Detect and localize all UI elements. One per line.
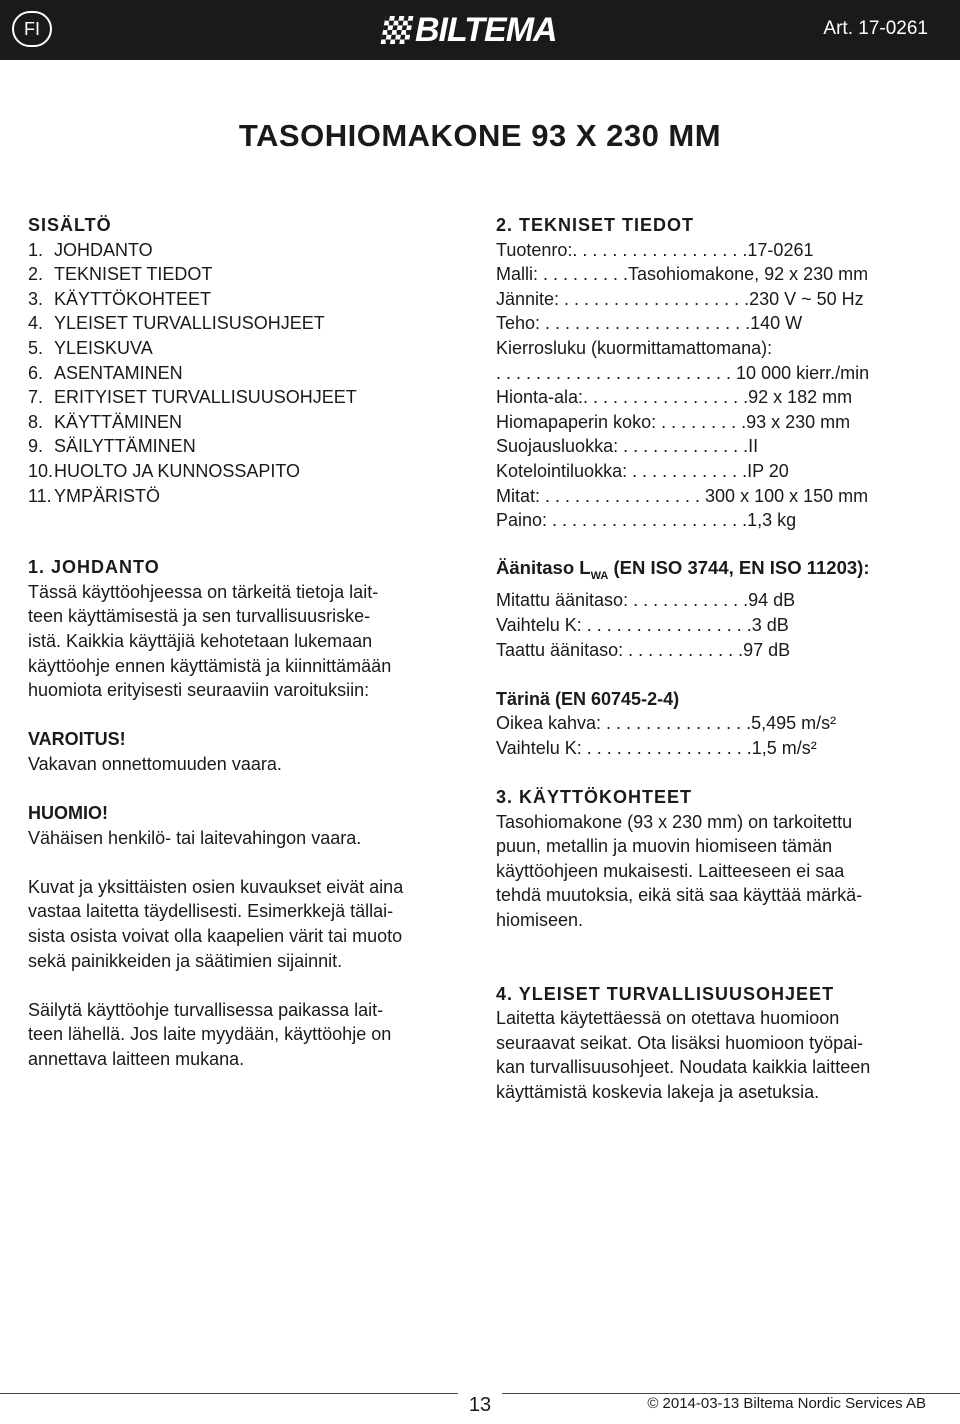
toc-item: 4. YLEISET TURVALLISUSOHJEET [28, 313, 325, 334]
right-column [496, 213, 936, 1105]
toc-item: 5. YLEISKUVA [28, 337, 153, 358]
spec-line: Paino: . . . . . . . . . . . . . . . . . . . .1,3 kg [496, 510, 797, 531]
spec-line: Suojausluokka: . . . . . . . . . . . . .II [496, 436, 759, 457]
toc-item: 1. JOHDANTO [28, 239, 153, 260]
article-number: Art. 17-0261 [823, 18, 928, 39]
vibration-heading: Tärinä (EN 60745-2-4) [496, 688, 680, 709]
usage-text: Tasohiomakone (93 x 230 mm) on tarkoitettu puun, metallin ja muovin hiomiseen tämän käyttöohjeen mukaisesti. Laitteeseen ei saa tehdä muutoksia, eikä sitä saa käyttää märkä- hiomiseen. [496, 811, 863, 931]
spec-line: Kierrosluku (kuormittamattomana): [496, 337, 773, 358]
illustration-note: Kuvat ja yksittäisten osien kuvaukset eivät aina vastaa laitetta täydellisesti. Esimerkkejä tällai- sista osista voivat olla kaapelien värit tai muoto sekä painikkeiden ja säätimien sijainnit. [28, 876, 404, 971]
intro-heading: 1. JOHDANTO [28, 557, 160, 578]
toc-item: 10. HUOLTO JA KUNNOSSAPITO [28, 460, 301, 481]
notice-heading: HUOMIO! [28, 803, 108, 824]
notice-text: Vähäisen henkilö- tai laitevahingon vaara. [28, 827, 362, 848]
safety-heading: 4. YLEISET TURVALLISUUSOHJEET [496, 983, 835, 1004]
intro-text: Tässä käyttöohjeessa on tärkeitä tietoja lait- teen käyttämisestä ja sen turvallisuusriske- istä. Kaikkia käyttäjiä kehotetaan lukemaan käyttöohje ennen käyttämistä ja kiinnittämään huomiota erityisesti seuraaviin varoituksiin: [28, 581, 392, 701]
spec-line: Kotelointiluokka: . . . . . . . . . . . .IP 20 [496, 460, 789, 481]
biltema-logo [383, 12, 557, 48]
page-number: 13 [458, 1386, 502, 1414]
toc-item: 9. SÄILYTTÄMINEN [28, 436, 196, 457]
toc-list [28, 238, 468, 509]
spec-line: Malli: . . . . . . . . .Tasohiomakone, 92 x 230 mm [496, 264, 869, 285]
toc-item: 11. YMPÄRISTÖ [28, 485, 161, 506]
toc-item: 7. ERITYISET TURVALLISUUSOHJEET [28, 387, 357, 408]
warning-heading: VAROITUS! [28, 729, 126, 750]
sound-heading: Äänitaso $L_{WA}$ (EN ISO 3744, EN ISO 11203): [496, 556, 870, 582]
language-badge: FI [12, 11, 52, 47]
vibration-list: Oikea kahva: . . . . . . . . . . . . . . .5,495 m/s² Vaihtelu K: . . . . . . . . . . . . . . . . .1,5 m/s² [496, 713, 837, 758]
toc-heading: SISÄLTÖ [28, 215, 112, 235]
safety-text: Laitetta käytettäessä on otettava huomioon seuraavat seikat. Ota lisäksi huomioon työpai- kan turvallisuusohjeet. Noudata kaikkia laitteen käyttämistä koskevia lakeja ja asetuksia. [496, 1008, 871, 1102]
specs-list [496, 238, 936, 533]
checkered-flag-icon [381, 16, 414, 44]
spec-line: Jännite: . . . . . . . . . . . . . . . . . . .230 V ~ 50 Hz [496, 288, 864, 309]
specs-heading: 2. TEKNISET TIEDOT [496, 215, 695, 235]
usage-heading: 3. KÄYTTÖKOHTEET [496, 787, 693, 808]
warning-text: Vakavan onnettomuuden vaara. [28, 753, 282, 774]
toc-item: 8. KÄYTTÄMINEN [28, 411, 183, 432]
copyright-notice: © 2014-03-13 Biltema Nordic Services AB [647, 1395, 926, 1412]
toc-item: 3. KÄYTTÖKOHTEET [28, 288, 212, 309]
sound-list: Mitattu äänitaso: . . . . . . . . . . . .94 dB Vaihtelu K: . . . . . . . . . . . . . . . . .3 dB Taattu äänitaso: . . . . . . . . . . . .97 dB [496, 590, 796, 660]
page-title: TASOHIOMAKONE 93 X 230 MM [238, 118, 722, 153]
header-bar [0, 0, 960, 60]
spec-line: Teho: . . . . . . . . . . . . . . . . . . . . .140 W [496, 313, 803, 334]
spec-line: . . . . . . . . . . . . . . . . . . . . . . . . 10 000 kierr./min [496, 362, 870, 383]
storage-note: Säilytä käyttöohje turvallisessa paikassa lait- teen lähellä. Jos laite myydään, käyttöohje on annettava laitteen mukana. [28, 999, 392, 1069]
spec-line: Tuotenro:. . . . . . . . . . . . . . . . . .17-0261 [496, 239, 814, 260]
spec-line: Hionta-ala:. . . . . . . . . . . . . . . . .92 x 182 mm [496, 387, 853, 408]
toc-item: 6. ASENTAMINEN [28, 362, 183, 383]
toc-item: 2. TEKNISET TIEDOT [28, 264, 213, 285]
brand-wordmark: BILTEMA [415, 10, 557, 49]
left-column [28, 213, 468, 1072]
spec-line: Hiomapaperin koko: . . . . . . . . .93 x 230 mm [496, 411, 851, 432]
spec-line: Mitat: . . . . . . . . . . . . . . . . 300 x 100 x 150 mm [496, 485, 869, 506]
